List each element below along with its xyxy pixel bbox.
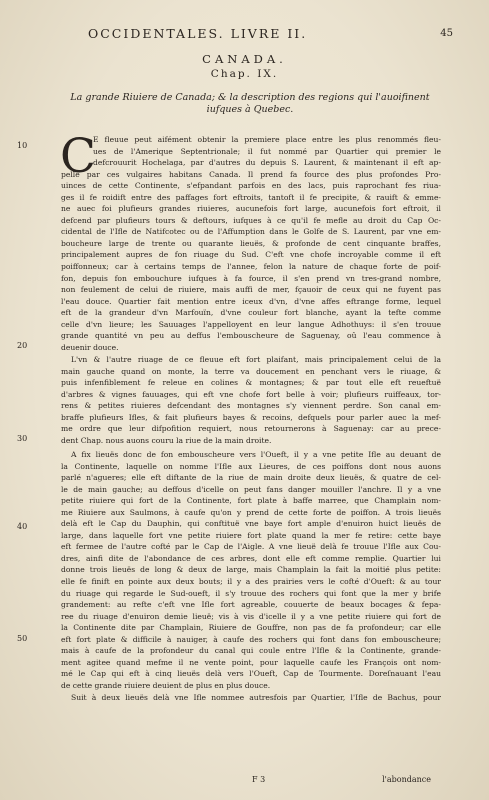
text-line: poiffonneux; car à certains temps de l'annee, felon la nature de chaque forte de poif-: [61, 262, 441, 272]
text-line: grandement: au refte c'eft vne Ifle fort agreable, couuerte de beaux bocages & fepa-: [61, 600, 441, 610]
text-line: main gauche quand on monte, la terre va doucement en penchant vers le riuage, &: [61, 366, 441, 376]
text-line: me Riuiere aux Saulmons, à caufe qu'on y prend de cette forte de poiffon. A trois lieuës: [61, 507, 441, 517]
text-line: ues de l'Amerique Septentrionale; il fut nommé par Quartier qui premier le: [93, 146, 441, 156]
text-line: mais à caufe de la profondeur du canal qui coule entre l'Ifle & la Continente, grande-: [61, 646, 441, 656]
text-line: fon, depuis fon embouchure iufques à fa fource, il s'en prend vn tres-grand nombre,: [61, 273, 441, 283]
drop-cap: C: [60, 129, 96, 184]
line-number: 40: [17, 522, 28, 531]
text-line: rens & petites riuieres defcendant des montagnes s'y viennent perdre. Son canal em-: [61, 401, 441, 411]
text-line: ges il fe roidift entre des paffages fort eftroits, tantoft il fe precipite, & rauift & emme-: [61, 192, 441, 202]
text-line: defcend par plufieurs tours & deftours, iufques à ce qu'il fe mefle au droit du Cap Oc-: [61, 215, 441, 225]
text-line: ne auec foi plufieurs grandes riuieres, aucunefois fort large, aucunefois fort eftroit, il: [61, 204, 441, 214]
line-number: 50: [17, 634, 28, 643]
text-line: large, dans laquelle fort vne petite riuiere fort plate quand la mer fe retire: cette baye: [61, 530, 441, 540]
text-line: dent Chap. nous auons couru la riue de la main droite.: [61, 435, 272, 445]
chapter-heading-line: iufques à Quebec.: [206, 104, 294, 115]
text-line: de cette grande riuiere deuient de plus en plus douce.: [61, 680, 271, 690]
text-line: uinces de cette Continente, s'efpandant parfois en des lacs, puis raprochant fes riua-: [61, 181, 441, 191]
text-line: eft fermee de l'autre cofté par le Cap de l'Aigle. A vne lieuë delà fe trouue l'Ifle aux Cou-: [61, 542, 441, 552]
text-line: le de main gauche; au deffous d'icelle on peut fans danger mouiller l'anchre. Il y a vne: [61, 484, 441, 494]
catchword: l'abondance: [382, 775, 431, 784]
paragraph-4: [61, 692, 441, 704]
text-line: petite riuiere qui fort de la Continente, fort plate à baffe marree, que Champlain nom-: [61, 496, 441, 506]
text-line: du riuage qui regarde le Sud-oueft, il s'y trouue des rochers qui font que la mer y brife: [61, 588, 441, 598]
text-line: la Continente dite par Champlain, Riuiere de Gouffre, non pas de fa profondeur; car elle: [61, 623, 441, 633]
text-line: defcrouurit Hochelaga, par d'autres du depuis S. Laurent, & maintenant il eft ap-: [93, 158, 441, 168]
text-line: E fleuue peut aifément obtenir la premiere place entre les plus renommés fleu-: [93, 135, 441, 144]
text-line: delà eft le Cap du Dauphin, qui conftituë vne baye fort ample d'enuiron huict lieuës de: [61, 519, 441, 529]
page-number: 45: [440, 28, 453, 39]
text-line: pellé par ces vulgaires habitans Canada. Il prend fa fource des plus profondes Pro-: [61, 169, 441, 179]
text-line: dres, ainfi dite de l'abondance de ces arbres, dont elle eft comme remplie. Quartier lui: [61, 553, 441, 563]
text-line: A fix lieuës donc de fon embouscheure vers l'Oueft, il y a vne petite Ifle au deuant de: [71, 450, 441, 459]
text-line: eft de la grandeur d'vn Marfouïn, d'vne couleur fort blanche, ayant la tefte comme: [61, 308, 441, 318]
text-line: puis infenfiblement fe releue en colines & montagnes; & par tout elle eft reueftuë: [61, 378, 441, 388]
text-line: L'vn & l'autre riuage de ce fleuue eft fort plaifant, mais principalement celui de la: [71, 355, 441, 364]
line-number: 20: [17, 341, 28, 350]
text-line: l'eau douce. Quartier fait mention entre iceux d'vn, d'vne affes eftrange forme, lequel: [61, 296, 441, 306]
paragraph-3: [61, 449, 441, 691]
text-line: non feulement de celui de riuiere, mais auffi de mer, fçauoir de ceux qui ne fuyent pas: [61, 285, 441, 295]
text-line: parlé n'agueres; elle eft diftante de la riue de main droite deux lieuës, & quatre de cel-: [61, 473, 441, 483]
paragraph-2: [61, 354, 441, 446]
text-line: d'arbres & vignes fauuages, qui eft vne chofe fort belle à voir; plufieurs ruiffeaux, tor-: [61, 389, 441, 399]
text-line: cidental de l'Ifle de Natifcotec ou de l'Affumption dans le Golfe de S. Laurent, par vne em-: [61, 227, 441, 237]
text-line: deuenir douce.: [61, 342, 119, 352]
text-line: elle fe finift en pointe aux deux bouts; il y a des prairies vers le cofté d'Oueft: & au tour: [61, 577, 441, 587]
text-line: eft fort plate & difficile à nauiger, à caufe des rochers qui font dans fon embouscheure;: [61, 634, 441, 644]
line-number: 10: [17, 141, 28, 150]
text-line: mé le Cap qui eft à cinq lieuës delà vers l'Oueft, Cap de Tourmente. Doreſnauant l'eau: [61, 669, 441, 679]
text-line: Suit à deux lieuës delà vne Ifle nommee autresfois par Quartier, l'Ifle de Bachus, pour: [71, 693, 441, 702]
chapter-heading: [60, 92, 440, 116]
text-line: boucheure large de trente ou quarante lieuës, & profonde de cent cinquante braffes,: [61, 238, 441, 248]
running-title: OCCIDENTALES. LIVRE II.: [88, 26, 308, 41]
text-line: la Continente, laquelle on nomme l'Ifle aux Lieures, de ces poiffons dont nous auons: [61, 461, 441, 471]
region-title: CANADA.: [202, 52, 287, 66]
text-line: celle d'vn lieure; les Sauuages l'appelloyent en leur langue Adhothuys: il s'en trouue: [61, 319, 441, 329]
text-line: grande quantité vn peu au deffus l'embouscheure de Saguenay, oû l'eau commence à: [61, 331, 441, 341]
signature-mark: F 3: [252, 775, 266, 784]
chapter-title: Chap. IX.: [210, 68, 279, 80]
text-line: principalement aupres de fon riuage du Sud. C'eft vne chofe incroyable comme il eft: [61, 250, 441, 260]
text-line: braffe plufieurs Ifles, & fait plufieurs bayes & recoins, defquels pour parler auec la mef-: [61, 412, 441, 422]
text-line: ment agitee quand mefme il ne vente point, pour laquelle caufe les François ont nom-: [61, 657, 441, 667]
running-head: [0, 26, 489, 42]
chapter-heading-line: La grande Riuiere de Canada; & la description des regions qui l'auoifinent: [70, 92, 430, 103]
line-number: 30: [17, 434, 28, 443]
text-line: donne trois lieuës de long & deux de large, mais Champlain la fait la moitié plus petite:: [61, 565, 441, 575]
paragraph-1: [60, 129, 441, 353]
text-line: me ordre que leur difpofition requiert, nous retournerons à Saguenay: car au prece-: [61, 424, 441, 434]
text-line: ree du riuage d'enuiron demie lieuë; vis à vis d'icelle il y a vne petite riuiere qui fort de: [61, 611, 441, 621]
